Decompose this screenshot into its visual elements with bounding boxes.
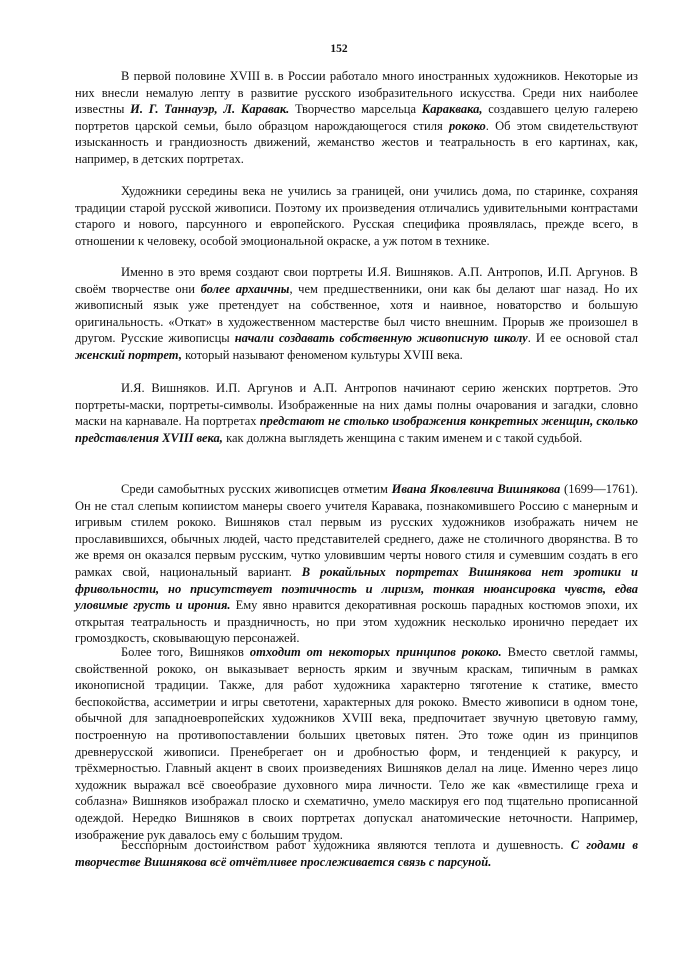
body-text-run: который называют феноменом культуры XVIII века. (181, 347, 463, 362)
emphasis-text: рококо (448, 118, 486, 133)
body-text-run: Бесспорным достоинством работ художника являются теплота и душевность. (121, 838, 571, 852)
emphasis-text: более архаичны (200, 281, 290, 296)
emphasis-text: отходит от некоторых принципов рококо. (249, 645, 502, 659)
body-text-run: Более того, Вишняков (121, 645, 250, 659)
emphasis-text: В рокайльных портретах Вишнякова нет эротики и фривольности, но присутствует поэтичность и лиризм, тонкая нюансировка чувств, едва уловимые грусть и ирония. (75, 564, 639, 613)
emphasis-text: предстают не столько изображения конкретных женщин, сколько представления XVIII века, (75, 414, 639, 445)
emphasis-text: Караквака, (421, 102, 483, 117)
emphasis-text: С годами в творчестве Вишнякова всё отчётливее прослеживается связь с парсуной. (75, 838, 638, 869)
paragraph-5 (75, 481, 638, 647)
emphasis-text: Ивана Яковлевича Вишнякова (391, 482, 561, 496)
body-text-run: Именно в это время создают свои портреты И.Я. Вишняков. А.П. Антропов, И.П. Аргунов. В своём творчестве они (75, 265, 638, 296)
body-text-run: , чем предшественники, они как бы делают шаг назад. Но их живописный язык уже претендует на собственное, хотя и наивное, новаторство и большую оригинальность. «Откат» в художественном мастерстве был чисто внешним. Прорыв же произошел в другом. Русские живописцы (75, 281, 638, 346)
body-text-run: Творчество марсельца (289, 102, 422, 117)
body-text-run: Художники середины века не учились за границей, они учились дома, по старинке, сохраняя традиции старой русской живописи. Поэтому их произведения отличались удивительными контрастами старого и нового, парсунного и европейского. Русская специфика проявлялась, прежде всего, в отношении к человеку, особой эмоциональной окраске, а уж потом в технике. (75, 184, 638, 248)
body-text-run: В первой половине XVIII в. в России работало много иностранных художников. Некоторые из них внесли немалую лепту в развитие русского изобразительного искусства. Среди них наиболее известны (75, 69, 638, 117)
paragraph-2 (75, 183, 638, 249)
paragraph-6 (75, 644, 638, 843)
body-text-run: Вместо светлой гаммы, свойственной рококо, он выказывает верность ярким и звучным краскам, типичным в рамках иконописной традиции. Также, для работ художника характерно тяготение к статике, вместо беспокойства, ассиметрии и игры светотени, характерных для рококо. Вместо живописи в одном тоне, обычной для западноевропейских художников XVIII века, предпочитает звучную цветовую гамму, построенную на противопоставлении больших цветовых пятен. Это тоже один из принципов древнерусской живописи. Пренебрегает он и дробностью форм, и тенденцией к ракурсу, и трёхмерностью. Главный акцент в своих произведениях Вишняков делал на лице. Именно через лицо художник выражал всё своеобразие духовного мира личности. Тело же как «вместилище греха и соблазна» Вишняков изображал плоско и схематично, умело маскируя его под тщательно прописанной одеждой. Нередко Вишняков в своих портретах допускал анатомические неточности. Например, изображение рук давалось ему с большим трудом. (75, 645, 638, 842)
emphasis-text: И. Г. Таннауэр, Л. Каравак. (130, 102, 290, 117)
body-text-run: . Об этом свидетельствуют изысканность и грандиозность движений, жеманство жестов и театральность в его картинах, как, например, в детских портретах. (75, 118, 639, 166)
body-text-run: Ему явно нравится декоративная роскошь парадных костюмов эпохи, их открытая театральность и праздничность, но при этом художник несколько иронично передает их громоздкость, сковывающую персонажей. (75, 598, 639, 646)
body-text-run: (1699—1761). Он не стал слепым копиистом манеры своего учителя Каравака, познакомившего Россию с манерным и игривым стилем рококо. Вишняков стал первым из русских художников изображать ничем не прославившихся, обычных людей, часто представителей среднего, даже не столичного дворянства. В то же время он оказался первым русским, чутко уловившим черты нового стиля и сумевшим создать в его рамках свой, национальный вариант. (75, 482, 638, 579)
body-text-run: . И ее основой стал (527, 331, 638, 346)
body-text-run: создавшего целую галерею портретов царской семьи, было образцом нарождающегося стиля (75, 102, 638, 133)
body-text-run: как должна выглядеть женщина с таким именем и с такой судьбой. (222, 430, 583, 445)
body-text-run: И.Я. Вишняков. И.П. Аргунов и А.П. Антропов начинают серию женских портретов. Это портреты-маски, портреты-символы. Изображенные на них дамы полны очарования и загадки, словно маски на карнавале. На портретах (75, 381, 638, 429)
body-text-run: Среди самобытных русских живописцев отметим (121, 482, 392, 496)
paragraph-7 (75, 837, 638, 870)
paragraph-1 (75, 68, 638, 168)
page-number: 152 (330, 43, 348, 55)
emphasis-text: начали создавать собственную живописную школу (234, 331, 528, 346)
emphasis-text: женский портрет, (75, 347, 182, 362)
paragraph-3 (75, 264, 638, 364)
paragraph-4 (75, 380, 638, 446)
